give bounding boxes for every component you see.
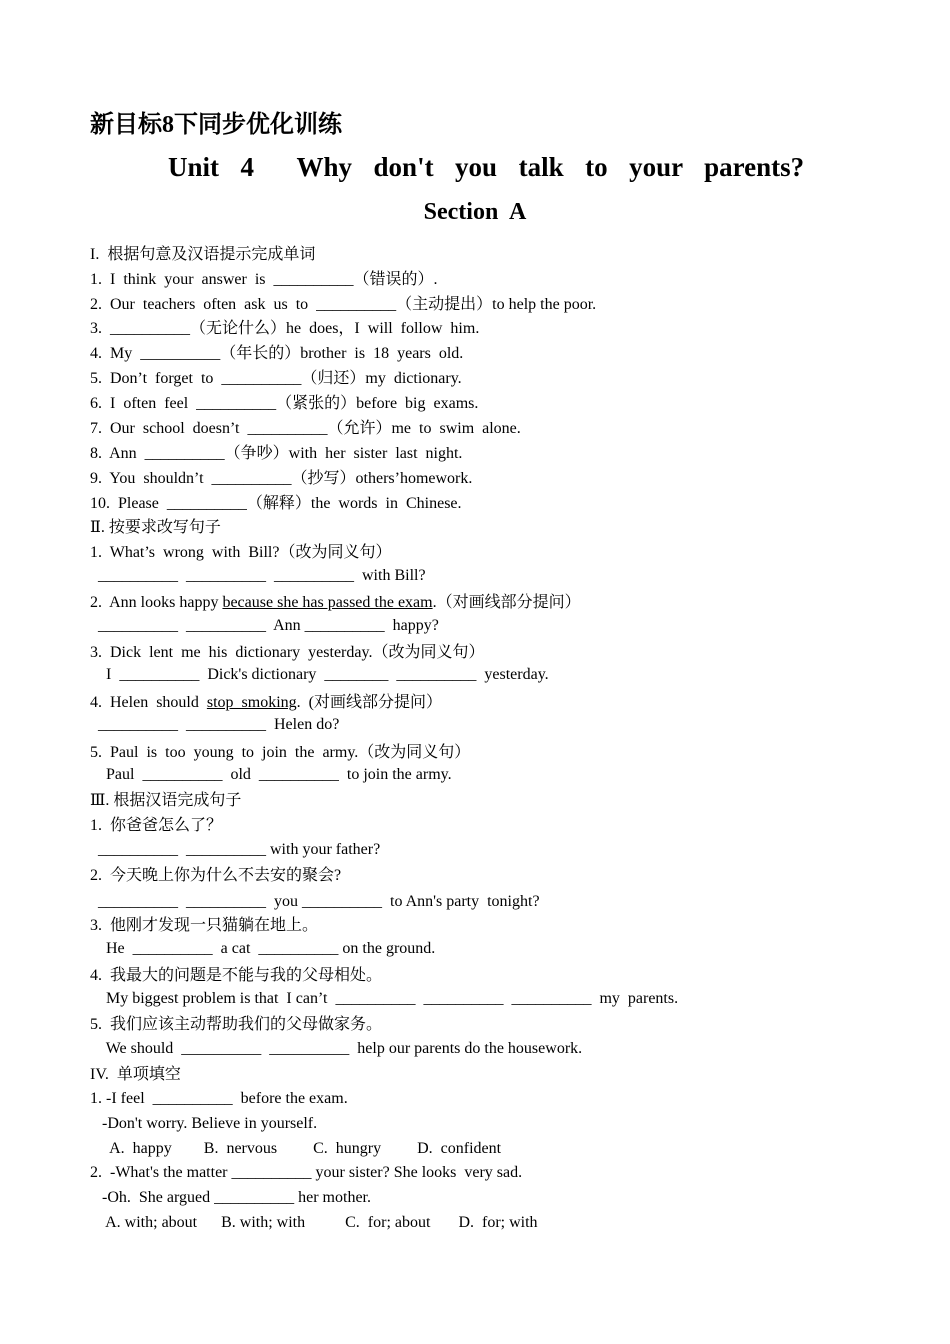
part3-question: 3. 他刚才发现一只猫躺在地上。 — [90, 917, 319, 934]
part1-item: 4. My __________（年长的）brother is 18 years old. — [90, 345, 464, 362]
part3-answer-line: __________ __________ with your father? — [90, 841, 381, 858]
part2-question: 1. What’s wrong with Bill?（改为同义句） — [90, 544, 392, 561]
part3-question: 1. 你爸爸怎么了？ — [90, 817, 223, 834]
part3-answer-line: __________ __________ you __________ to Ann's party tonight? — [90, 893, 540, 910]
part4-heading: IV. 单项填空 — [90, 1066, 181, 1083]
part3-answer-line: We should __________ __________ help our parents do the housework. — [90, 1040, 583, 1057]
part3-answer-line: My biggest problem is that I can’t __________ __________ __________ my parents. — [90, 990, 679, 1007]
part2-answer-line: __________ __________ Helen do? — [90, 716, 340, 733]
underlined-phrase: stop smoking — [206, 694, 297, 711]
part4-reply: -Don't worry. Believe in yourself. — [90, 1115, 318, 1132]
question-text: 4. Helen should — [90, 694, 207, 711]
part2-question — [90, 693, 442, 713]
part2-question: 5. Paul is too young to join the army.（改为同义句） — [90, 744, 471, 761]
part2-question — [90, 593, 581, 613]
part3-answer-line: He __________ a cat __________ on the ground. — [90, 940, 436, 957]
part3-question: 5. 我们应该主动帮助我们的父母做家务。 — [90, 1016, 383, 1033]
part2-answer-line: I __________ Dick's dictionary ________ __________ yesterday. — [90, 666, 549, 683]
question-instruction: . (对画线部分提问） — [296, 694, 443, 711]
part4-question: 1. -I feel __________ before the exam. — [90, 1090, 348, 1107]
part1-item: 8. Ann __________（争吵）with her sister last night. — [90, 445, 463, 462]
part3-question: 4. 我最大的问题是不能与我的父母相处。 — [90, 967, 383, 984]
question-text: 2. Ann looks happy — [90, 594, 223, 611]
part2-answer-line: __________ __________ __________ with Bill? — [90, 567, 426, 584]
part1-item: 2. Our teachers often ask us to __________（主动提出）to help the poor. — [90, 296, 597, 313]
part1-item: 9. You shouldn’t __________（抄写）others’homework. — [90, 470, 473, 487]
part1-item: 3. __________（无论什么）he does，I will follow him. — [90, 320, 480, 337]
part3-heading: Ⅲ. 根据汉语完成句子 — [90, 792, 242, 809]
question-instruction: .（对画线部分提问） — [432, 594, 581, 611]
part3-question: 2. 今天晚上你为什么不去安的聚会? — [90, 867, 342, 884]
unit-title: Unit 4 Why don't you talk to your parents? — [168, 152, 805, 182]
part4-options: A. happy B. nervous C. hungry D. confident — [90, 1140, 502, 1157]
part1-item: 6. I often feel __________（紧张的）before big exams. — [90, 395, 479, 412]
part1-item: 10. Please __________（解释）the words in Chinese. — [90, 495, 462, 512]
part1-item: 5. Don’t forget to __________（归还）my dictionary. — [90, 370, 462, 387]
part4-reply: -Oh. She argued __________ her mother. — [90, 1189, 371, 1206]
part2-answer-line: Paul __________ old __________ to join the army. — [90, 766, 452, 783]
part4-question: 2. -What's the matter __________ your sister? She looks very sad. — [90, 1164, 523, 1181]
section-title: Section A — [423, 199, 527, 225]
part1-item: 1. I think your answer is __________（错误的）. — [90, 271, 438, 288]
part4-options: A. with; about B. with; with C. for; about D. for; with — [90, 1214, 538, 1231]
part2-heading: Ⅱ. 按要求改写句子 — [90, 519, 221, 536]
underlined-phrase: because she has passed the exam — [222, 594, 433, 611]
worksheet-header: 新目标8下同步优化训练 — [90, 112, 342, 138]
part2-question: 3. Dick lent me his dictionary yesterday.（改为同义句） — [90, 644, 485, 661]
part2-answer-line: __________ __________ Ann __________ happy? — [90, 617, 439, 634]
part1-heading: I. 根据句意及汉语提示完成单词 — [90, 246, 316, 263]
part1-item: 7. Our school doesn’t __________（允许）me to swim alone. — [90, 420, 521, 437]
